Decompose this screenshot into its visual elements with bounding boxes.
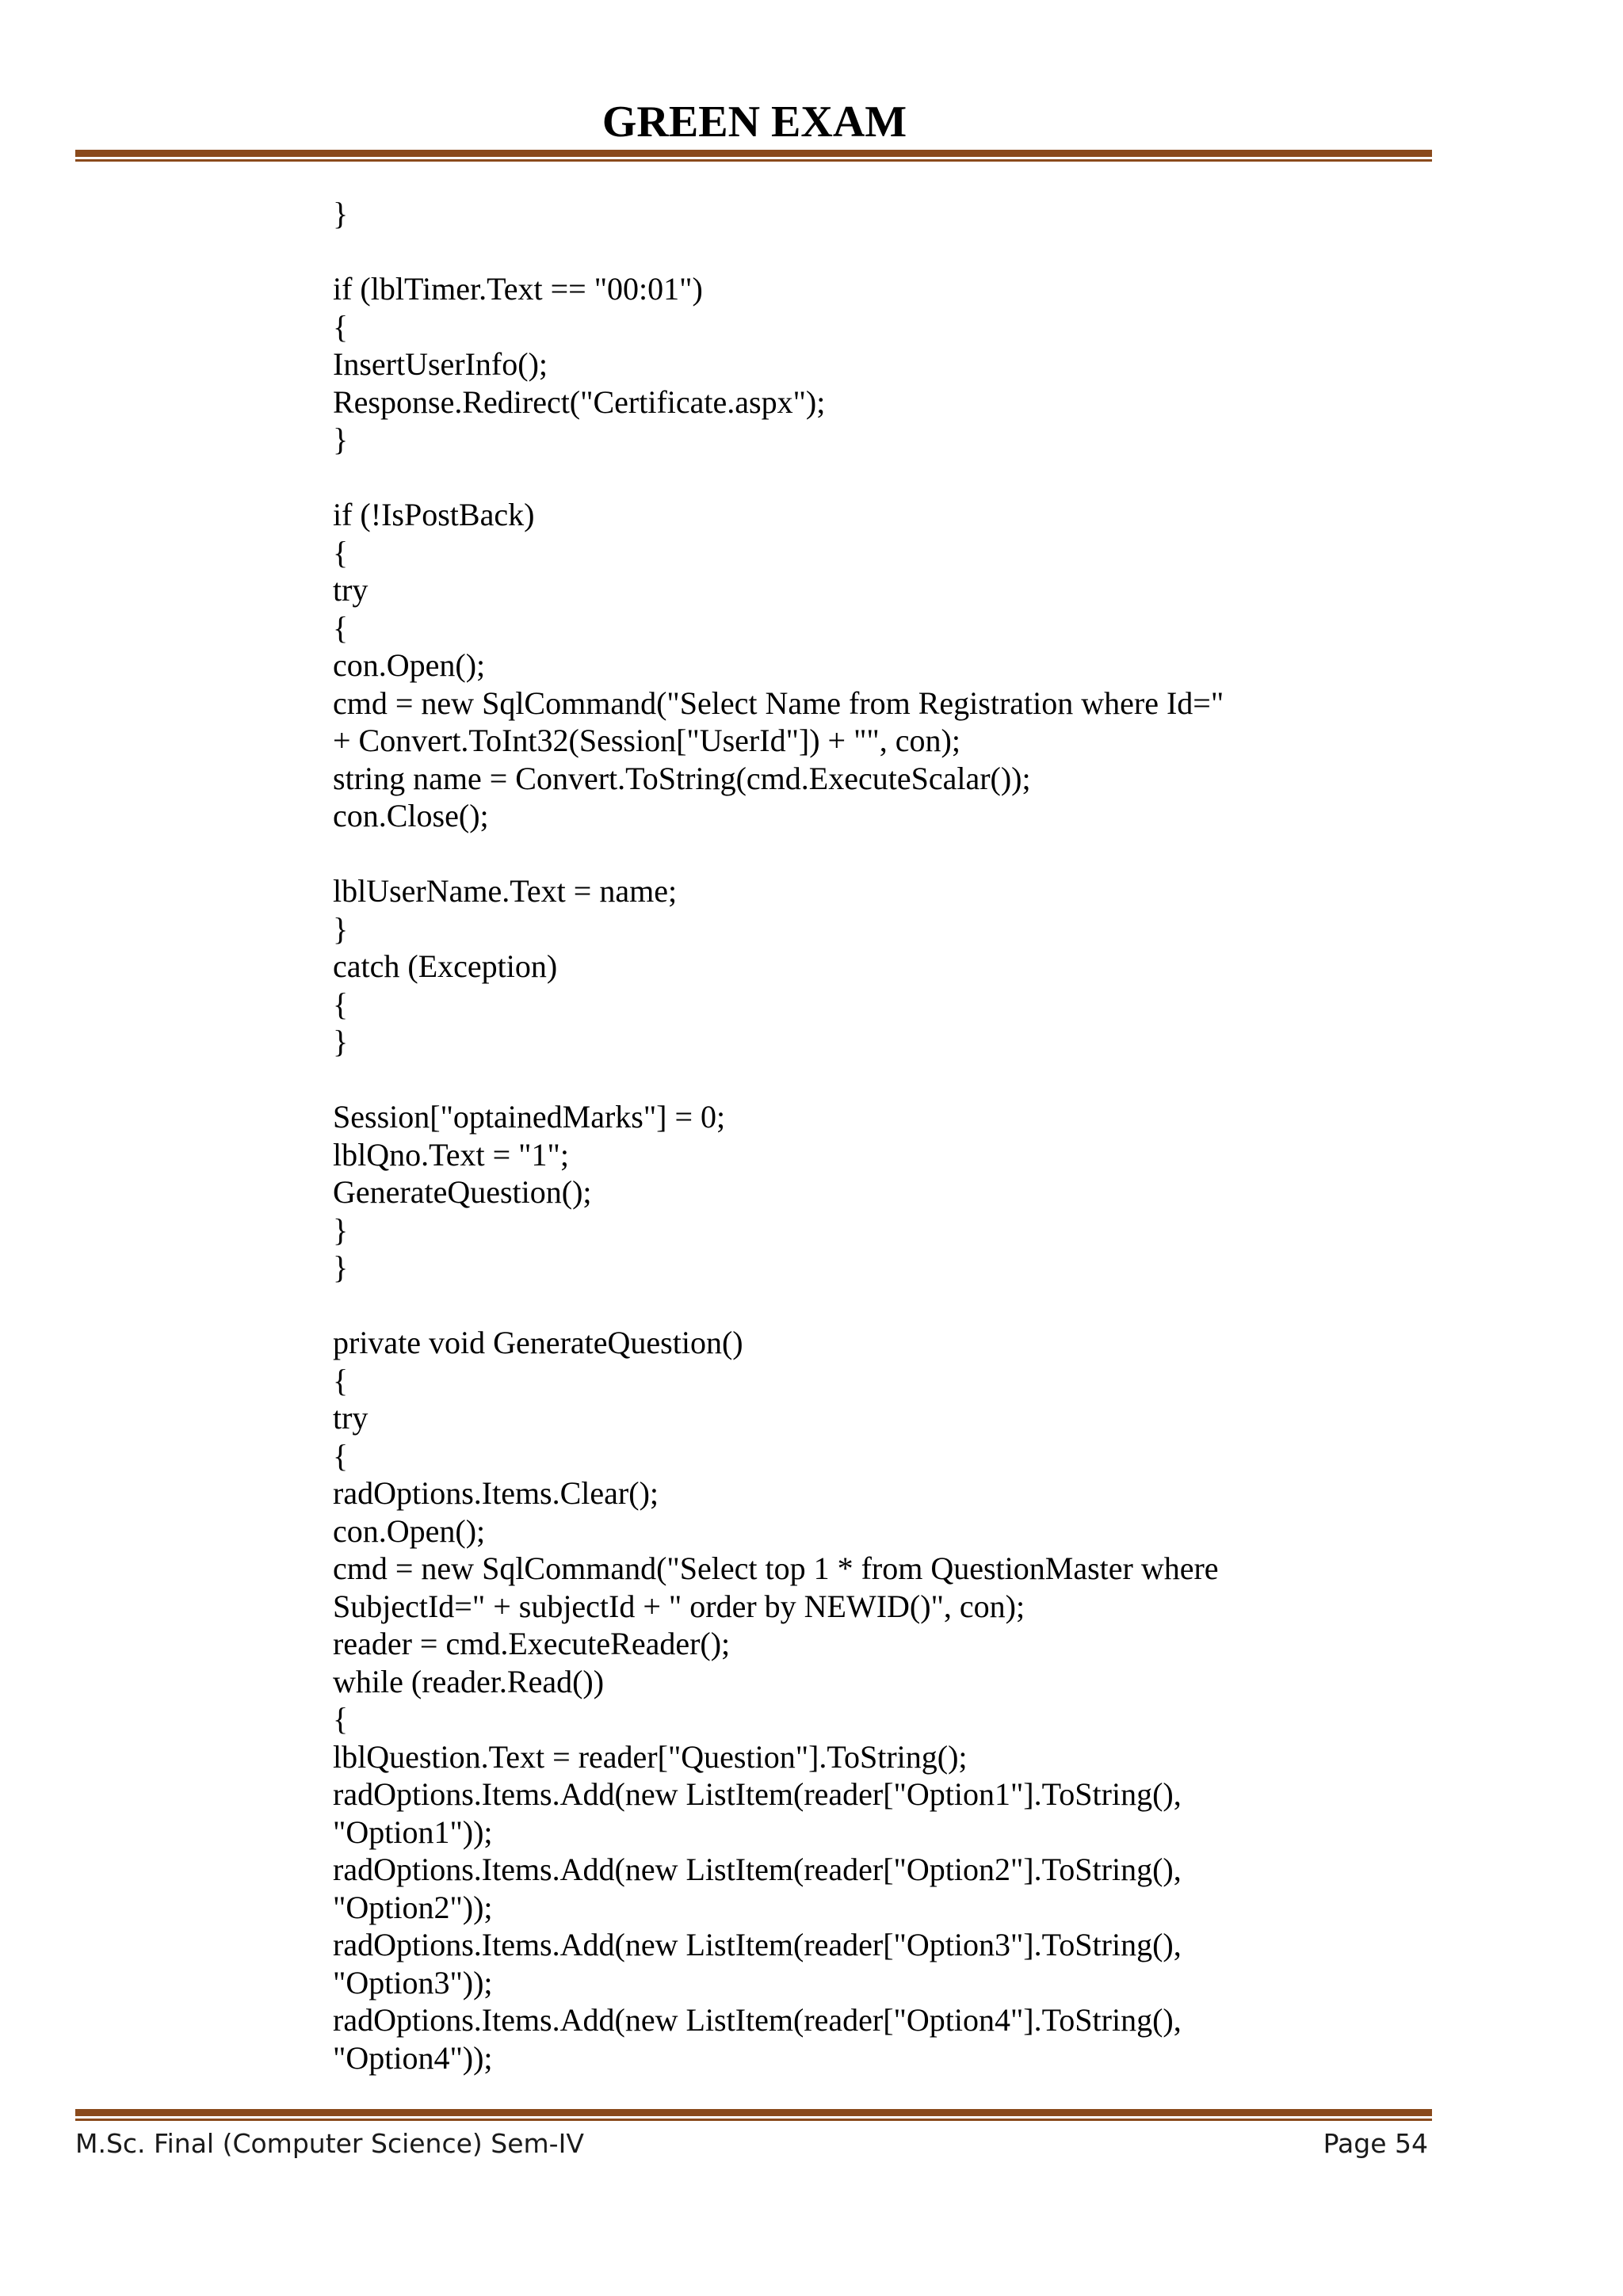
code-line: } [333,1211,349,1248]
code-line: Session["optainedMarks"] = 0; [333,1099,726,1135]
code-line: lblQno.Text = "1"; [333,1136,569,1173]
code-line [333,1287,1458,1325]
code-line: con.Open(); [333,1512,486,1549]
code-line: { [333,986,349,1022]
code-line: + Convert.ToInt32(Session["UserId"]) + "", con); [333,723,960,758]
code-line: { [333,1362,349,1398]
footer-page-number: Page 54 [1323,2128,1428,2159]
code-line: } [333,196,349,231]
code-line: if (lblTimer.Text == "00:01") [333,271,703,307]
code-line: } [333,1024,349,1059]
code-line: catch (Exception) [333,948,558,984]
code-line: string name = Convert.ToString(cmd.ExecuteScalar()); [333,760,1031,796]
code-line: } [333,1249,349,1285]
code-line: "Option1")); [333,1814,493,1850]
code-line: { [333,1701,349,1737]
code-line: try [333,1400,369,1436]
code-line: "Option2")); [333,1889,493,1925]
code-line: SubjectId=" + subjectId + " order by NEWID()", con); [333,1588,1025,1624]
code-line: { [333,1437,349,1474]
code-line [333,459,1458,497]
header-rule [75,150,1432,162]
code-line: InsertUserInfo(); [333,346,548,382]
code-line: { [333,534,349,570]
code-line: reader = cmd.ExecuteReader(); [333,1626,731,1661]
code-line: radOptions.Items.Clear(); [333,1475,659,1511]
code-line: { [333,609,349,646]
footer-course-label: M.Sc. Final (Computer Science) Sem-IV [75,2128,584,2159]
code-line: private void GenerateQuestion() [333,1325,743,1360]
code-line: "Option3")); [333,1964,493,2000]
code-line: radOptions.Items.Add(new ListItem(reader["Option4"].ToString(), [333,2002,1182,2038]
code-listing [333,195,1458,2077]
code-line: "Option4")); [333,2039,493,2076]
code-line: while (reader.Read()) [333,1663,605,1699]
code-line: radOptions.Items.Add(new ListItem(reader["Option2"].ToString(), [333,1852,1182,1887]
code-line: GenerateQuestion(); [333,1174,592,1210]
code-line: cmd = new SqlCommand("Select top 1 * from QuestionMaster where [333,1550,1219,1586]
page-header-title: GREEN EXAM [601,97,907,147]
code-line: if (!IsPostBack) [333,497,535,532]
code-line: Response.Redirect("Certificate.aspx"); [333,383,826,420]
footer-rule [75,2109,1432,2121]
code-line [333,1061,1458,1099]
code-line: lblUserName.Text = name; [333,873,678,909]
code-line: cmd = new SqlCommand("Select Name from Registration where Id=" [333,685,1224,721]
code-line [333,233,1458,271]
code-line: radOptions.Items.Add(new ListItem(reader["Option3"].ToString(), [333,1927,1182,1962]
code-line [333,835,1458,873]
code-line: con.Close(); [333,798,489,833]
code-line: radOptions.Items.Add(new ListItem(reader["Option1"].ToString(), [333,1776,1182,1812]
code-line: } [333,910,349,947]
code-line: } [333,421,349,457]
code-line: try [333,572,369,608]
code-line: { [333,308,349,345]
code-line: con.Open(); [333,647,486,683]
code-line: lblQuestion.Text = reader["Question"].ToString(); [333,1738,968,1775]
